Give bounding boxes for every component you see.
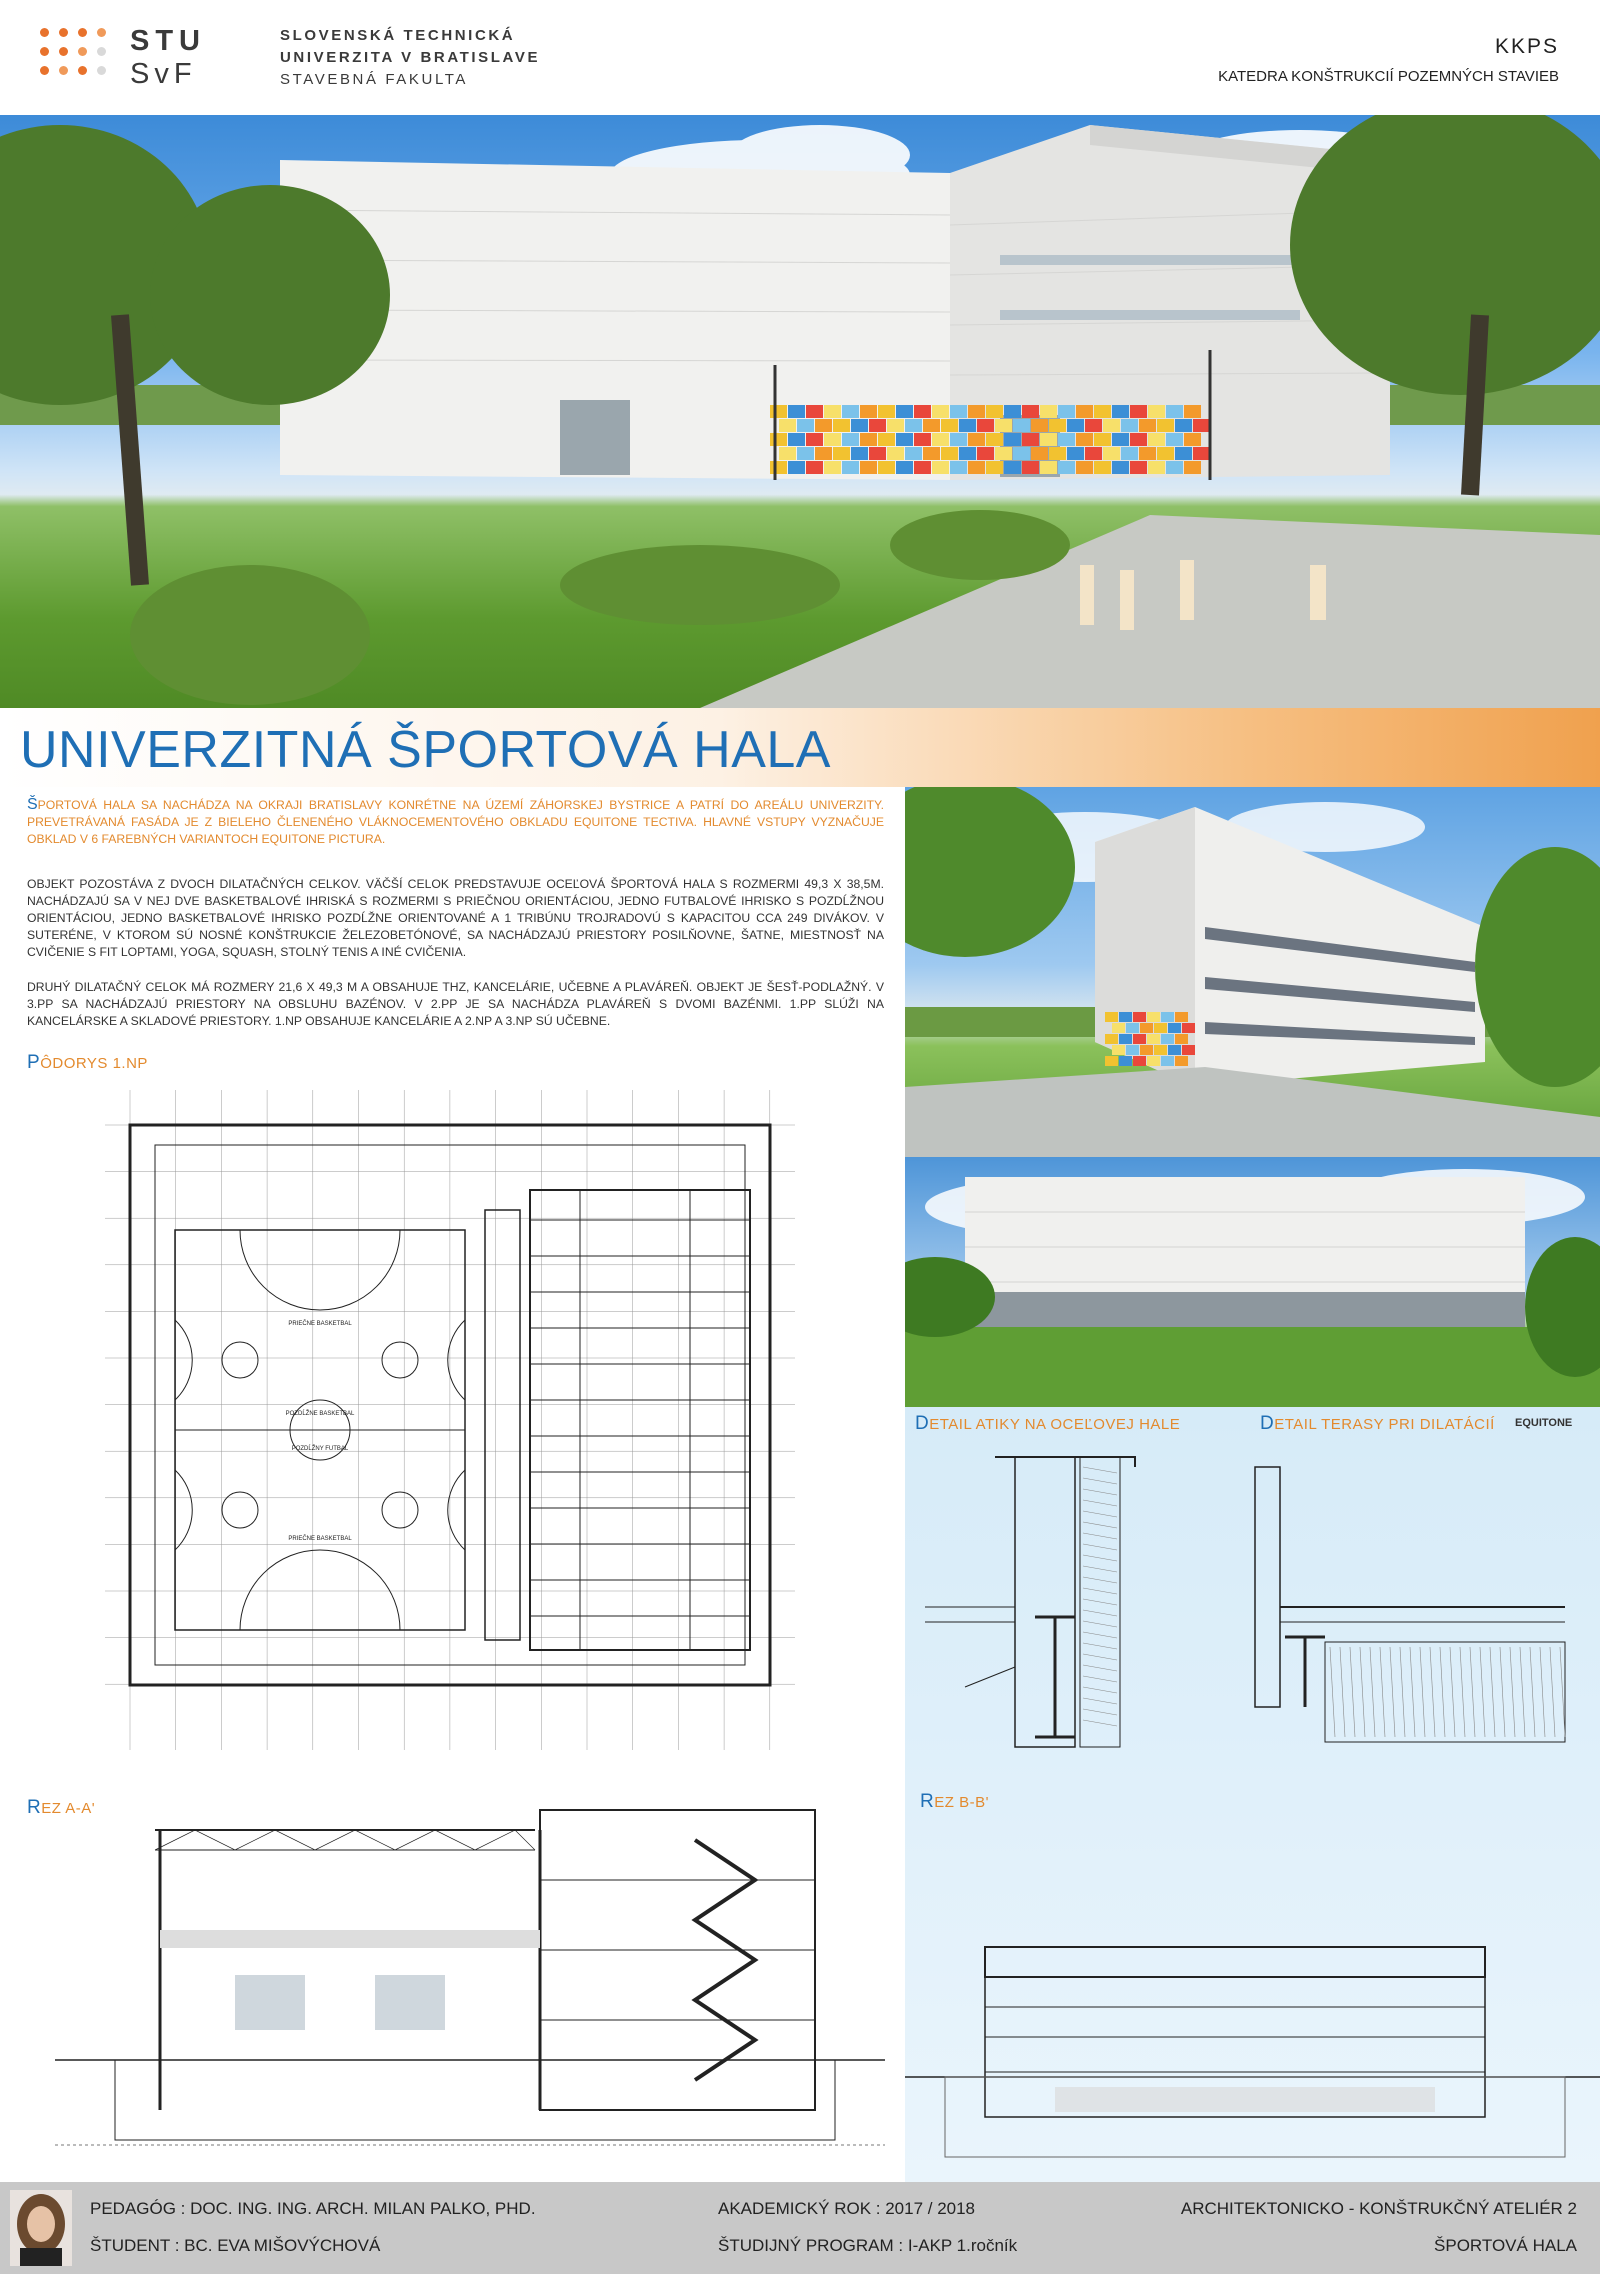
section-aa-heading: REZ A-A': [27, 1797, 96, 1818]
facade-tile: [1147, 1034, 1160, 1044]
facade-tile: [824, 461, 841, 474]
floor-plan-drawing: [100, 1070, 800, 1770]
section-aa-svg: [55, 1800, 885, 2180]
facade-tile: [959, 419, 976, 432]
facade-tile: [923, 419, 940, 432]
facade-tile: [1058, 405, 1075, 418]
facade-tile: [842, 433, 859, 446]
facade-tile: [833, 447, 850, 460]
facade-tile: [824, 405, 841, 418]
footer-teacher: PEDAGÓG : DOC. ING. ING. ARCH. MILAN PALKO, PHD.: [90, 2199, 536, 2218]
details-and-section-bb-svg: [905, 1407, 1600, 2182]
facade-tile: [1112, 1045, 1125, 1055]
university-name-line2: UNIVERZITA V BRATISLAVE: [280, 49, 541, 66]
facade-tile: [1133, 1012, 1146, 1022]
facade-tile: [1112, 1023, 1125, 1033]
facade-tile: [959, 447, 976, 460]
poster-title: UNIVERZITNÁ ŠPORTOVÁ HALA: [20, 721, 831, 779]
facade-tile: [1040, 405, 1057, 418]
footer-project-name: ŠPORTOVÁ HALA: [1434, 2236, 1577, 2255]
facade-tile: [1133, 1056, 1146, 1066]
facade-tile: [1139, 447, 1156, 460]
facade-tile: [1147, 1056, 1160, 1066]
paragraph-1-initial: Š: [27, 796, 38, 813]
facade-tile: [950, 405, 967, 418]
facade-tile: [914, 461, 931, 474]
logo-dot: [59, 47, 68, 56]
footer-academic-year: AKADEMICKÝ ROK : 2017 / 2018: [718, 2199, 976, 2218]
facade-tile: [1154, 1045, 1167, 1055]
facade-tile: [860, 433, 877, 446]
logo-dot: [78, 28, 87, 37]
facade-tile: [779, 447, 796, 460]
section-bb-heading: REZ B-B': [920, 1791, 989, 1812]
facade-tile: [860, 405, 877, 418]
detail-attic-heading: DETAIL ATIKY NA OCEĽOVEJ HALE: [915, 1413, 1181, 1434]
university-name-line1: SLOVENSKÁ TECHNICKÁ: [280, 27, 516, 44]
facade-tile: [1140, 1045, 1153, 1055]
facade-tile: [1121, 447, 1138, 460]
description-paragraph-2: OBJEKT POZOSTÁVA Z DVOCH DILATAČNÝCH CELKOV. VÄČŠÍ CELOK PREDSTAVUJE OCEĽOVÁ ŠPORTOVÁ HALA S ROZMERMI 49,3 X 38,5M. NACHÁDZAJÚ SA V NEJ DVE BASKETBALOVÉ IHRISKÁ S ROZMERMI S PRIEČNOU ORIENTÁCIOU, JEDNO FUTBALOVÉ IHRISKO S POZDĹŽNOU ORIENTÁCIOU, JEDNO BASKETBALOVÉ IHRISKO POZDĹŽNE ORIENTOVANÉ A 1 TRIBÚNU TROJRADOVÚ S KAPACITOU CCA 249 DIVÁKOV. V SUTERÉNE, V KTOROM SÚ NOSNÉ KONŠTRUKCIE ŽELEZOBETÓNOVÉ, SA NACHÁDZAJÚ PRIESTORY POSILŇOVNE, ŠATNE, MIESTNOSŤ NA CVIČENIE S FIT LOPTAMI, YOGA, SQUASH, STOLNÝ TENIS A INÉ CVIČENIA.: [27, 877, 884, 959]
colored-facade-tiles: [770, 405, 1210, 474]
facade-tile: [1157, 447, 1174, 460]
description-paragraph-3: DRUHÝ DILATAČNÝ CELOK MÁ ROZMERY 21,6 X 49,3 M A OBSAHUJE THZ, KANCELÁRIE, UČEBNE A PLAVÁREŇ. OBJEKT JE ŠESŤ-PODLAŽNÝ. V 3.PP SA NACHÁDZAJÚ PRIESTORY NA OBSLUHU BAZÉNOV. V 2.PP JE SA NACHÁDZA PLAVÁREŇ S DVOMI BAZÉNMI. 1.PP SLÚŽI NA KANCELÁRSKE A SKLADOVÉ PRIESTORY. 1.NP OBSAHUJE KANCELÁRIE A 2.NP A 3.NP SÚ UČEBNE.: [27, 980, 884, 1028]
logo-dot: [59, 28, 68, 37]
footer-student: ŠTUDENT : BC. EVA MIŠOVÝCHOVÁ: [90, 2236, 381, 2255]
facade-tile: [1105, 1012, 1118, 1022]
facade-tile: [1067, 447, 1084, 460]
facade-tile: [878, 405, 895, 418]
logo-stu-text: STU: [130, 25, 206, 57]
facade-tile: [1133, 1034, 1146, 1044]
facade-tile: [1182, 1023, 1195, 1033]
facade-tile: [941, 447, 958, 460]
facade-tile: [1013, 419, 1030, 432]
facade-tile: [995, 447, 1012, 460]
plan-label-court-2: POZDĹŽNE BASKETBAL: [285, 1411, 355, 1417]
facade-tile: [1040, 433, 1057, 446]
facade-tile: [1130, 433, 1147, 446]
facade-tile: [860, 461, 877, 474]
facade-tile: [1031, 447, 1048, 460]
facade-tile: [1112, 461, 1129, 474]
facade-tile: [1168, 1023, 1181, 1033]
logo-dot: [40, 66, 49, 75]
logo-dot: [78, 47, 87, 56]
facade-tile: [770, 405, 787, 418]
facade-tile: [806, 461, 823, 474]
facade-tile: [833, 419, 850, 432]
facade-tile: [1121, 419, 1138, 432]
poster-footer: [0, 2182, 1600, 2274]
facade-tile: [770, 461, 787, 474]
logo-dot: [78, 66, 87, 75]
facade-tile: [1094, 433, 1111, 446]
facade-tile: [932, 461, 949, 474]
facade-tile: [1154, 1023, 1167, 1033]
plan-label-court-4: PRIEČNE BASKETBAL: [288, 1536, 352, 1542]
facade-tile: [1067, 419, 1084, 432]
facade-tile: [968, 405, 985, 418]
facade-tile: [869, 447, 886, 460]
facade-tile: [1126, 1045, 1139, 1055]
equitone-logo: EQUITONE: [1515, 1417, 1573, 1429]
facade-tile: [968, 461, 985, 474]
stu-logo-dots-icon: [40, 28, 112, 84]
facade-tile: [1112, 433, 1129, 446]
facade-tile: [1049, 419, 1066, 432]
facade-tile: [788, 461, 805, 474]
facade-tile: [788, 405, 805, 418]
facade-tile: [1004, 461, 1021, 474]
facade-tile: [878, 433, 895, 446]
facade-tile: [1161, 1034, 1174, 1044]
facade-tile: [986, 433, 1003, 446]
facade-tile: [1013, 447, 1030, 460]
facade-tile: [896, 433, 913, 446]
logo-dot: [40, 28, 49, 37]
facade-tile: [842, 405, 859, 418]
facade-tile: [887, 447, 904, 460]
facade-tile: [797, 447, 814, 460]
facade-tile: [1076, 405, 1093, 418]
student-portrait-icon: [10, 2190, 72, 2266]
facade-tile: [1031, 419, 1048, 432]
paragraph-1-text: PORTOVÁ HALA SA NACHÁDZA NA OKRAJI BRATISLAVY KONRÉTNE NA ÚZEMÍ ZÁHORSKEJ BYSTRICE A PATRÍ DO AREÁLU UNIVERZITY. PREVETRÁVANÁ FASÁDA JE Z BIELEHO ČLENENÉHO VLÁKNOCEMENTOVÉHO OBKLADU EQUITONE TECTIVA. HLAVNÉ VSTUPY VYZNAČUJE OBKLAD V 6 FAREBNÝCH VARIANTOCH EQUITONE PICTURA.: [27, 798, 884, 846]
floor-plan-svg: [100, 1070, 800, 1770]
facade-tile: [1119, 1034, 1132, 1044]
detail-terrace-heading: DETAIL TERASY PRI DILATÁCIÍ: [1260, 1413, 1495, 1434]
facade-tile: [977, 419, 994, 432]
facade-tile: [1103, 447, 1120, 460]
facade-tile: [1193, 447, 1210, 460]
facade-tile: [1139, 419, 1156, 432]
facade-tile: [1184, 461, 1201, 474]
description-paragraph-1: [27, 796, 884, 848]
facade-tile: [1193, 419, 1210, 432]
facade-tile: [842, 461, 859, 474]
facade-tile: [1085, 447, 1102, 460]
section-aa-drawing: [55, 1800, 885, 2180]
facade-tile: [887, 419, 904, 432]
building-render-illustration: [0, 115, 1600, 708]
facade-tile: [1166, 461, 1183, 474]
facade-tile: [1105, 1034, 1118, 1044]
department-name: KATEDRA KONŠTRUKCIÍ POZEMNÝCH STAVIEB: [1218, 68, 1559, 85]
facade-tile: [806, 405, 823, 418]
facade-tile: [1140, 1023, 1153, 1033]
facade-tile: [1094, 405, 1111, 418]
facade-tile: [1175, 1012, 1188, 1022]
facade-tile: [1161, 1056, 1174, 1066]
facade-tile: [1119, 1012, 1132, 1022]
facade-tile: [914, 405, 931, 418]
facade-tile: [1130, 405, 1147, 418]
facade-tile: [1175, 419, 1192, 432]
perspective-render-1: [905, 787, 1600, 1157]
logo-dot: [97, 47, 106, 56]
facade-tile: [1184, 405, 1201, 418]
facade-tile: [905, 419, 922, 432]
main-render-image: [0, 115, 1600, 708]
footer-study-program: ŠTUDIJNÝ PROGRAM : I-AKP 1.ročník: [718, 2236, 1018, 2255]
facade-tile: [905, 447, 922, 460]
facade-tile: [932, 433, 949, 446]
facade-tile: [806, 433, 823, 446]
logo-dot: [59, 66, 68, 75]
facade-tile: [1184, 433, 1201, 446]
facade-tile: [1147, 1012, 1160, 1022]
facade-tile: [1130, 461, 1147, 474]
facade-tile: [1085, 419, 1102, 432]
facade-tile: [797, 419, 814, 432]
facade-tile: [1175, 1056, 1188, 1066]
facade-tile: [779, 419, 796, 432]
facade-tile: [869, 419, 886, 432]
facade-tile: [1175, 1034, 1188, 1044]
facade-tile: [1040, 461, 1057, 474]
perspective-render-1-svg: [905, 787, 1600, 1157]
facade-tile: [1058, 433, 1075, 446]
facade-tile: [788, 433, 805, 446]
facade-tile: [1175, 447, 1192, 460]
facade-tile: [1105, 1056, 1118, 1066]
facade-tile: [1148, 433, 1165, 446]
facade-tile: [977, 447, 994, 460]
logo-dot: [97, 66, 106, 75]
facade-tile: [1058, 461, 1075, 474]
facade-tile: [914, 433, 931, 446]
facade-tile: [1094, 461, 1111, 474]
facade-tile: [896, 461, 913, 474]
perspective-render-2-svg: [905, 1157, 1600, 1407]
facade-tile: [1166, 405, 1183, 418]
facade-tile: [986, 405, 1003, 418]
facade-tile: [1157, 419, 1174, 432]
facade-tile: [815, 447, 832, 460]
facade-tile: [824, 433, 841, 446]
facade-tile: [878, 461, 895, 474]
facade-tile: [1004, 405, 1021, 418]
facade-tile: [1076, 461, 1093, 474]
facade-tile: [1119, 1056, 1132, 1066]
facade-tile: [1049, 447, 1066, 460]
facade-tile: [923, 447, 940, 460]
facade-tile: [1148, 405, 1165, 418]
title-band: [0, 708, 1600, 787]
floor-plan-heading: PÔDORYS 1.NP: [27, 1052, 148, 1073]
facade-tile: [932, 405, 949, 418]
footer-studio: ARCHITEKTONICKO - KONŠTRUKČNÝ ATELIÉR 2: [1180, 2199, 1577, 2218]
facade-tile: [1004, 433, 1021, 446]
facade-tile: [1148, 461, 1165, 474]
facade-tile: [1022, 433, 1039, 446]
facade-tile: [1182, 1045, 1195, 1055]
facade-tile: [851, 419, 868, 432]
details-panel: [905, 1407, 1600, 2182]
facade-tile: [1103, 419, 1120, 432]
plan-label-court-3: POZDĹŽNY FUTBAL: [291, 1446, 349, 1452]
poster-header: [0, 0, 1600, 115]
facade-tile: [995, 419, 1012, 432]
facade-tile: [896, 405, 913, 418]
student-avatar: [10, 2190, 72, 2266]
facade-tile: [1076, 433, 1093, 446]
facade-tile: [1112, 405, 1129, 418]
facade-tile: [1126, 1023, 1139, 1033]
facade-tile: [1161, 1012, 1174, 1022]
facade-tile: [1022, 461, 1039, 474]
logo-dot: [97, 28, 106, 37]
facade-tile: [851, 447, 868, 460]
facade-tile: [950, 433, 967, 446]
facade-tile: [1022, 405, 1039, 418]
faculty-name: STAVEBNÁ FAKULTA: [280, 71, 469, 88]
logo-svf-text: SvF: [130, 58, 197, 90]
department-abbrev: KKPS: [1494, 35, 1559, 58]
facade-tile: [1168, 1045, 1181, 1055]
perspective-render-2: [905, 1157, 1600, 1407]
facade-tile: [950, 461, 967, 474]
facade-tile: [1166, 433, 1183, 446]
facade-tile: [770, 433, 787, 446]
plan-label-court-1: PRIEČNE BASKETBAL: [288, 1321, 352, 1327]
facade-tile: [815, 419, 832, 432]
facade-tile: [968, 433, 985, 446]
facade-tile: [986, 461, 1003, 474]
logo-dot: [40, 47, 49, 56]
facade-tile: [941, 419, 958, 432]
